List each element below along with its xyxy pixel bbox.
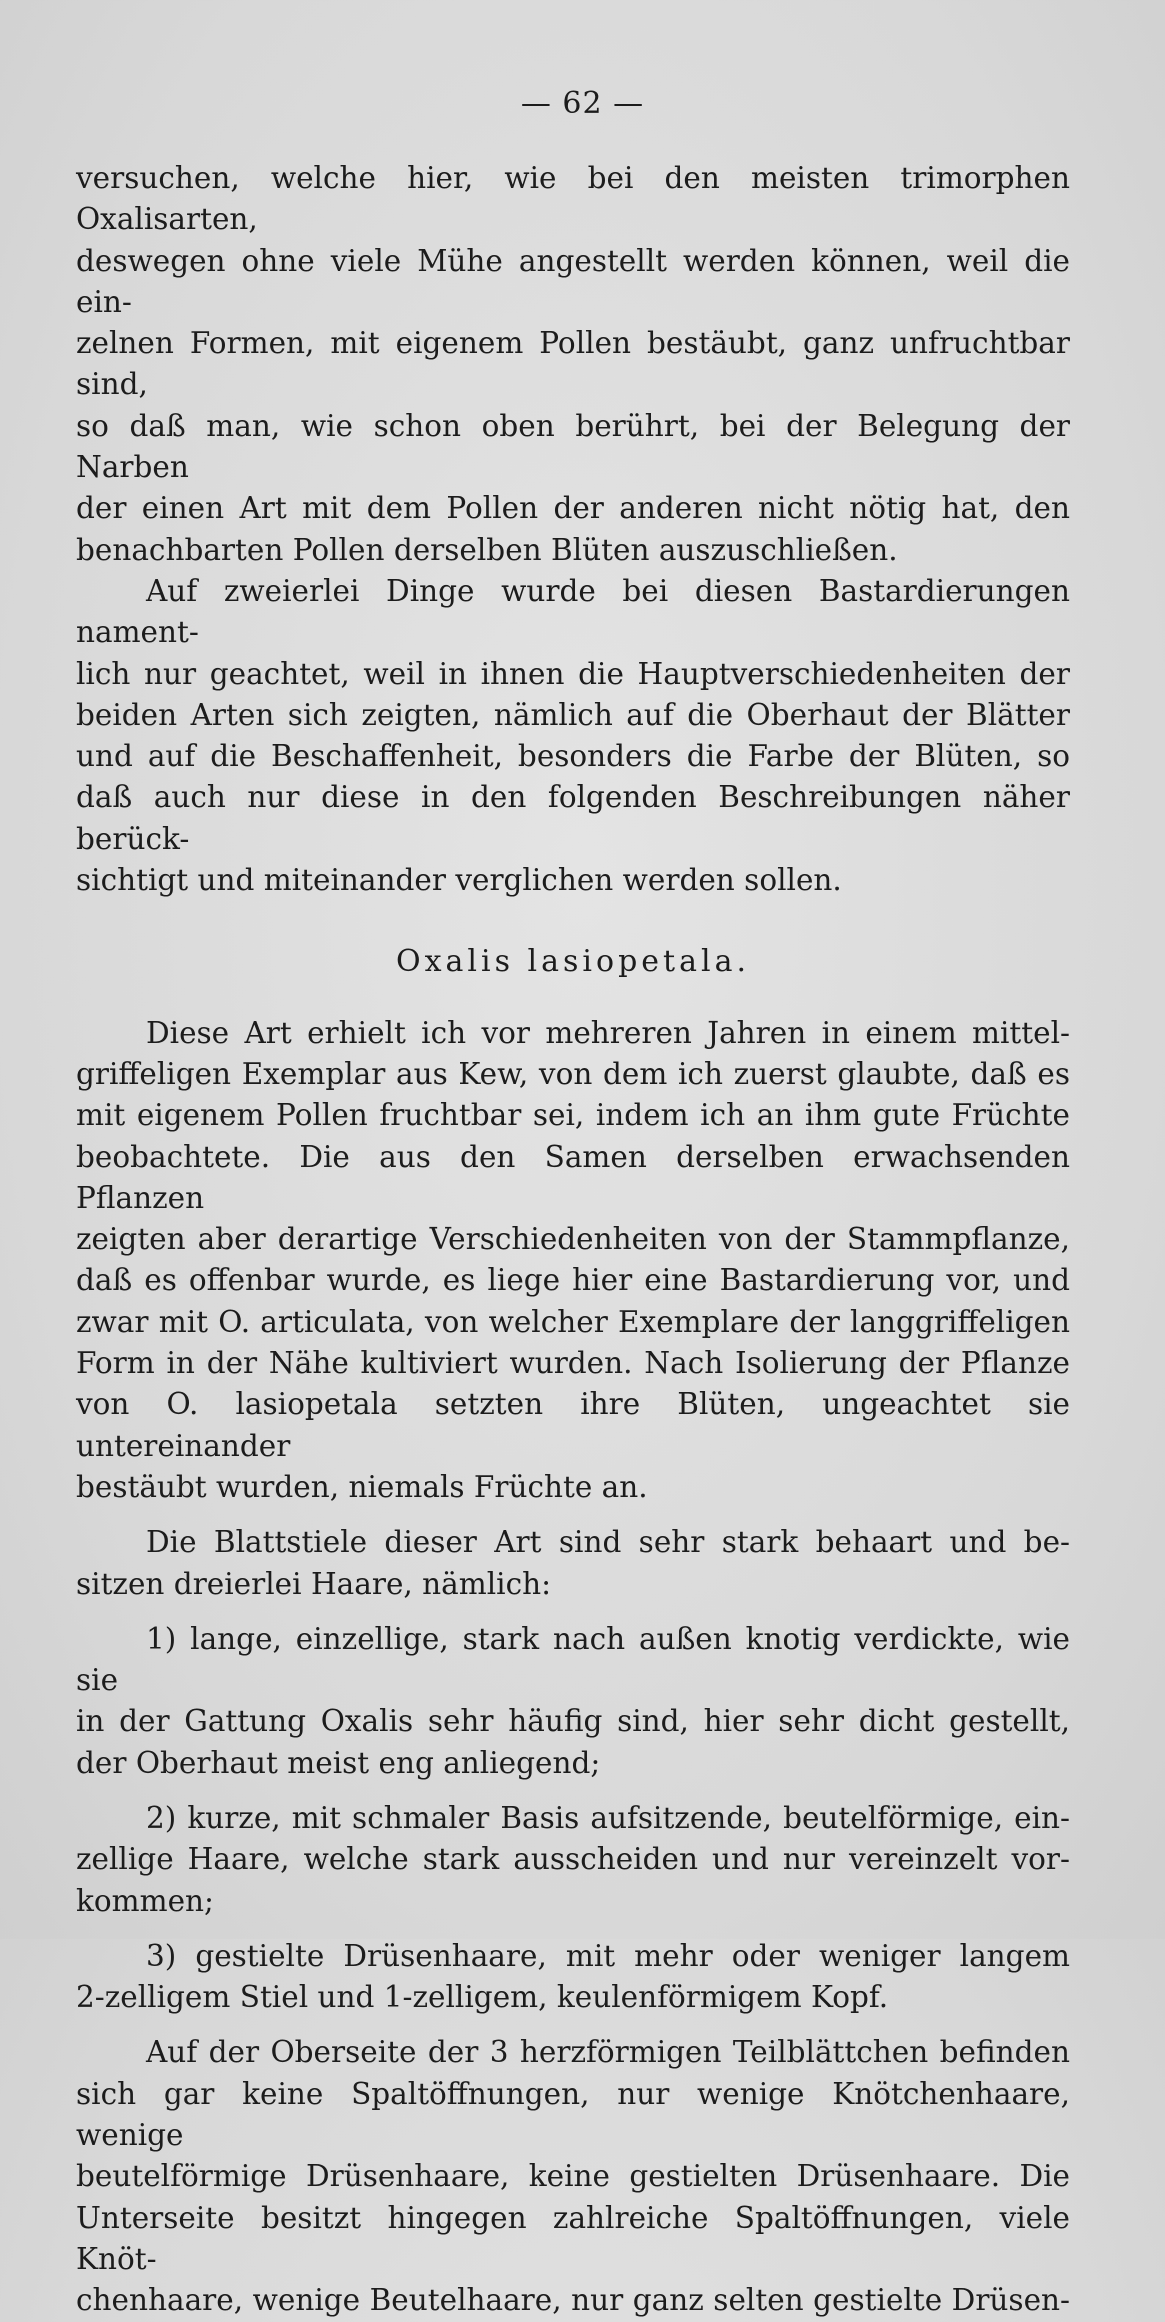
text-line: 2) kurze, mit schmaler Basis aufsitzende, beutelförmige, ein- (146, 1800, 1070, 1835)
list-item (76, 1798, 1070, 1922)
text-line: von O. lasiopetala setzten ihre Blüten, ungeachtet sie untereinander (76, 1387, 1070, 1463)
paragraph (76, 571, 1070, 901)
text-line: deswegen ohne viele Mühe angestellt werden können, weil die ein- (76, 243, 1070, 319)
paragraph (76, 1522, 1070, 1605)
text-line: der einen Art mit dem Pollen der anderen nicht nötig hat, den (76, 491, 1070, 526)
text-line: in der Gattung Oxalis sehr häufig sind, hier sehr dicht gestellt, (76, 1704, 1070, 1739)
list-item (76, 1619, 1070, 1784)
text-line: kommen; (76, 1883, 214, 1918)
text-line: beiden Arten sich zeigten, nämlich auf die Oberhaut der Blätter (76, 697, 1070, 732)
text-line: so daß man, wie schon oben berührt, bei der Belegung der Narben (76, 408, 1070, 485)
text-line: sich gar keine Spaltöffnungen, nur wenige Knötchenhaare, wenige (76, 2076, 1070, 2153)
text-line: der Oberhaut meist eng anliegend; (76, 1745, 601, 1780)
text-line: Auf zweierlei Dinge wurde bei diesen Bastardierungen nament- (76, 573, 1070, 650)
text-line: daß es offenbar wurde, es liege hier eine Bastardierung vor, und (76, 1263, 1070, 1298)
text-line: daß auch nur diese in den folgenden Beschreibungen näher berück- (76, 780, 1070, 856)
text-line: Die Blattstiele dieser Art sind sehr stark behaart und be- (146, 1525, 1070, 1560)
text-line: zelnen Formen, mit eigenem Pollen bestäubt, ganz unfruchtbar sind, (76, 326, 1070, 402)
text-line: sitzen dreierlei Haare, nämlich: (76, 1566, 552, 1601)
paragraph (76, 158, 1070, 571)
text-line: bestäubt wurden, niemals Früchte an. (76, 1469, 648, 1504)
paragraph (76, 2032, 1070, 2321)
text-line: chenhaare, wenige Beutelhaare, nur ganz selten gestielte Drüsen- (76, 2283, 1070, 2318)
text-line: Diese Art erhielt ich vor mehreren Jahren in einem mittel- (146, 1015, 1070, 1050)
text-line: 2-zelligem Stiel und 1-zelligem, keulenförmigem Kopf. (76, 1980, 889, 2015)
text-line: Unterseite besitzt hingegen zahlreiche Spaltöffnungen, viele Knöt- (76, 2200, 1070, 2276)
text-line: und auf die Beschaffenheit, besonders die Farbe der Blüten, so (76, 739, 1070, 774)
text-line: zellige Haare, welche stark ausscheiden und nur vereinzelt vor- (76, 1842, 1070, 1877)
text-line: sichtigt und miteinander verglichen werden sollen. (76, 863, 842, 898)
text-line: Auf der Oberseite der 3 herzförmigen Teilblättchen befinden (146, 2035, 1070, 2070)
text-line: mit eigenem Pollen fruchtbar sei, indem ich an ihm gute Früchte (76, 1098, 1070, 1133)
text-line: 1) lange, einzellige, stark nach außen knotig verdickte, wie sie (76, 1621, 1070, 1698)
text-line: zeigten aber derartige Verschiedenheiten von der Stammpflanze, (76, 1222, 1070, 1257)
text-line: benachbarten Pollen derselben Blüten auszuschließen. (76, 532, 898, 567)
text-line: Form in der Nähe kultiviert wurden. Nach Isolierung der Pflanze (76, 1346, 1070, 1381)
list-item (76, 1936, 1070, 2019)
text-line: griffeligen Exemplar aus Kew, von dem ich zuerst glaubte, daß es (76, 1056, 1070, 1091)
text-line: lich nur geachtet, weil in ihnen die Hauptverschiedenheiten der (76, 656, 1070, 691)
paragraph (76, 1013, 1070, 1509)
section-heading: Oxalis lasiopetala. (396, 944, 750, 980)
text-line: 3) gestielte Drüsenhaare, mit mehr oder weniger langem (146, 1938, 1070, 1973)
page-number: — 62 — (520, 86, 645, 121)
text-line: beobachtete. Die aus den Samen derselben erwachsenden Pflanzen (76, 1139, 1070, 1215)
text-line: versuchen, welche hier, wie bei den meisten trimorphen Oxalisarten, (76, 161, 1070, 237)
body-text (76, 158, 1070, 2322)
text-line: beutelförmige Drüsenhaare, keine gestielten Drüsenhaare. Die (76, 2159, 1070, 2194)
text-line: zwar mit O. articulata, von welcher Exemplare der langgriffeligen (76, 1304, 1070, 1339)
